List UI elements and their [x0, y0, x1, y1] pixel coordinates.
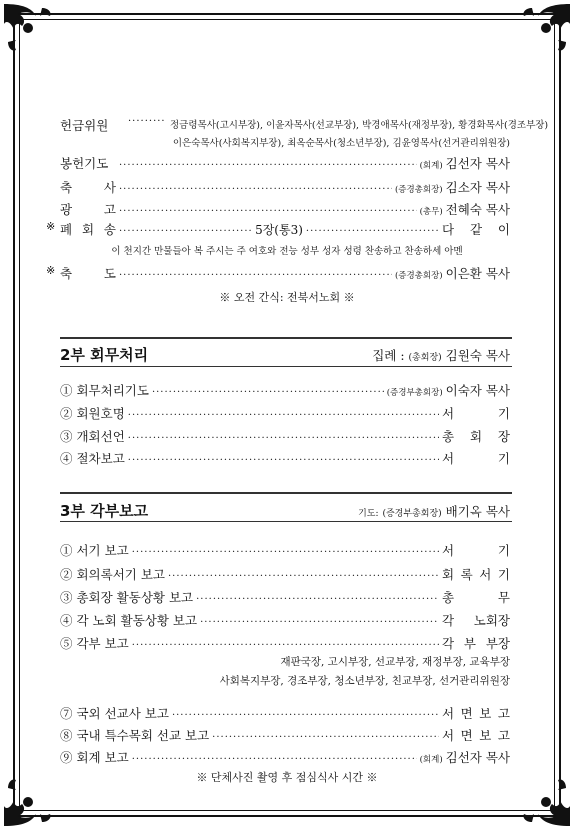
report-item-label: ⑦ 국외 선교사 보고 — [60, 706, 169, 721]
agenda-item-label: ① 회무처리기도 — [60, 383, 149, 398]
leader-dots — [119, 226, 252, 237]
agenda-row — [60, 381, 510, 399]
program-row-role: (회계) — [419, 161, 443, 171]
agenda-item-role: (증경부총회장) — [386, 388, 443, 398]
program-row-role: (증경총회장) — [394, 185, 443, 195]
program-row-person: 다 같 이 — [441, 222, 510, 237]
report-row — [60, 748, 510, 766]
part2-header — [60, 344, 510, 365]
report-item-person: 서 기 — [442, 543, 510, 558]
program-row-label: 축 도 — [60, 266, 116, 281]
section-divider — [60, 337, 512, 339]
program-row-label: 광 고 — [60, 202, 116, 217]
report-item-label: ① 서기 보고 — [60, 543, 129, 558]
closing-hymn-lyrics: 이 천지간 만물들아 복 주시는 주 여호와 전능 성부 성자 성령 찬송하고 찬송하세 아멘 — [111, 246, 463, 257]
report-item-person: 총 무 — [442, 590, 510, 605]
row-mark: ※ — [46, 264, 56, 277]
section-divider — [60, 521, 512, 522]
report-row — [60, 565, 510, 583]
leader-dots — [128, 410, 439, 421]
program-row — [46, 264, 510, 282]
report-item-label: ⑤ 각부 보고 — [60, 636, 129, 651]
leader-dots — [132, 547, 439, 558]
agenda-item-person: 총 회 장 — [442, 429, 510, 444]
leader-dots — [132, 754, 417, 765]
department-heads-line2: 사회복지부장, 경조부장, 청소년부장, 친교부장, 선거관리위원장 — [219, 675, 510, 687]
agenda-item-label: ② 회원호명 — [60, 406, 125, 421]
program-row-person: 김소자 목사 — [445, 180, 510, 195]
leader-dots — [119, 184, 392, 195]
report-item-person: 서 면 보 고 — [442, 706, 510, 721]
program-row-role: (총무) — [419, 207, 443, 217]
report-item-person: 각 부 부장 — [442, 636, 510, 651]
report-item-label: ⑨ 회계 보고 — [60, 750, 129, 765]
report-item-person: 회 록 서 기 — [442, 567, 510, 582]
program-row-person: 이은환 목사 — [445, 266, 510, 281]
report-item-label: ③ 총회장 활동상황 보고 — [60, 590, 194, 605]
program-row — [60, 200, 510, 218]
department-heads-line1: 재판국장, 고시부장, 선교부장, 재정부장, 교육부장 — [280, 656, 510, 668]
program-row-person: 전혜숙 목사 — [445, 202, 510, 217]
agenda-row — [60, 449, 510, 467]
report-row — [60, 588, 510, 606]
leader-dots — [128, 433, 439, 444]
prayer-role: (증경부총회장) — [382, 509, 442, 519]
report-item-label: ⑧ 국내 특수목회 선교 보고 — [60, 728, 210, 743]
leader-dots — [119, 270, 392, 281]
program-row-person: 김선자 목사 — [445, 156, 510, 171]
part2-officiant — [372, 346, 510, 364]
section-divider — [60, 492, 512, 494]
offering-committee-members-line1: 정금령목사(고시부장), 이윤자목사(선교부장), 박경애목사(재정부장), 황경화목사(경조부장) — [170, 120, 549, 131]
leader-dots — [128, 455, 439, 466]
report-row — [60, 611, 510, 629]
program-row-label: 봉헌기도 — [60, 156, 109, 171]
report-row — [60, 634, 510, 652]
prayer-prefix: 기도: — [358, 509, 379, 519]
agenda-item-person: 서 기 — [442, 406, 510, 421]
officiant-name: 김원숙 목사 — [445, 348, 510, 363]
part2-title: 2부 회무처리 — [60, 346, 149, 364]
program-row — [46, 220, 510, 238]
agenda-item-label: ④ 절차보고 — [60, 451, 125, 466]
lunch-note: ※ 단체사진 촬영 후 점심식사 시간 ※ — [196, 771, 378, 784]
leader-dots — [168, 571, 439, 582]
program-row-role: (증경총회장) — [394, 271, 443, 281]
agenda-item-person: 서 기 — [442, 451, 510, 466]
leader-dots — [306, 226, 439, 237]
corner-ornament-top-right — [508, 2, 572, 66]
offering-committee-label: 헌금위원 — [60, 118, 109, 133]
leader-dots — [172, 710, 439, 721]
part3-prayer-leader — [358, 502, 510, 520]
report-row — [60, 704, 510, 722]
report-item-person: 각 노회장 — [442, 613, 510, 628]
agenda-row — [60, 404, 510, 422]
snack-note: ※ 오전 간식: 전북서노회 ※ — [219, 291, 355, 304]
row-mark: ※ — [46, 220, 56, 233]
report-item-person: 서 면 보 고 — [442, 728, 510, 743]
leader-dots — [132, 640, 439, 651]
corner-ornament-top-left — [2, 2, 66, 66]
part3-title: 3부 각부보고 — [60, 502, 149, 520]
report-item-role: (회계) — [419, 755, 443, 765]
leader-dots — [200, 617, 439, 628]
report-item-label: ② 회의록서기 보고 — [60, 567, 165, 582]
program-row — [60, 154, 510, 172]
report-row — [60, 541, 510, 559]
prayer-name: 배기옥 목사 — [445, 504, 510, 519]
leader-dots — [119, 206, 417, 217]
program-row-label: 축 사 — [60, 180, 116, 195]
leader-dots — [196, 594, 439, 605]
officiant-role: (총회장) — [408, 353, 442, 363]
section-divider — [60, 366, 512, 367]
agenda-row — [60, 427, 510, 445]
leader-dots — [212, 732, 439, 743]
report-row — [60, 726, 510, 744]
agenda-item-label: ③ 개회선언 — [60, 429, 125, 444]
agenda-item-person: 이숙자 목사 — [445, 383, 510, 398]
offering-committee-members-line2: 이은숙목사(사회복지부장), 최옥순목사(청소년부장), 김윤영목사(선거관리위원장) — [172, 138, 510, 149]
officiant-prefix: 집례 : — [372, 348, 405, 363]
report-item-label: ④ 각 노회 활동상황 보고 — [60, 613, 198, 628]
program-row — [60, 178, 510, 196]
program-row-label: 폐 회 송 — [60, 222, 116, 237]
part3-header — [60, 500, 510, 521]
leader-dots — [152, 387, 384, 398]
department-heads-list — [220, 653, 510, 691]
leader-dots — [119, 160, 417, 171]
report-item-person: 김선자 목사 — [445, 750, 510, 765]
hymn-number: 5장(통3) — [255, 223, 303, 237]
leader-dots: ········· — [128, 116, 166, 127]
